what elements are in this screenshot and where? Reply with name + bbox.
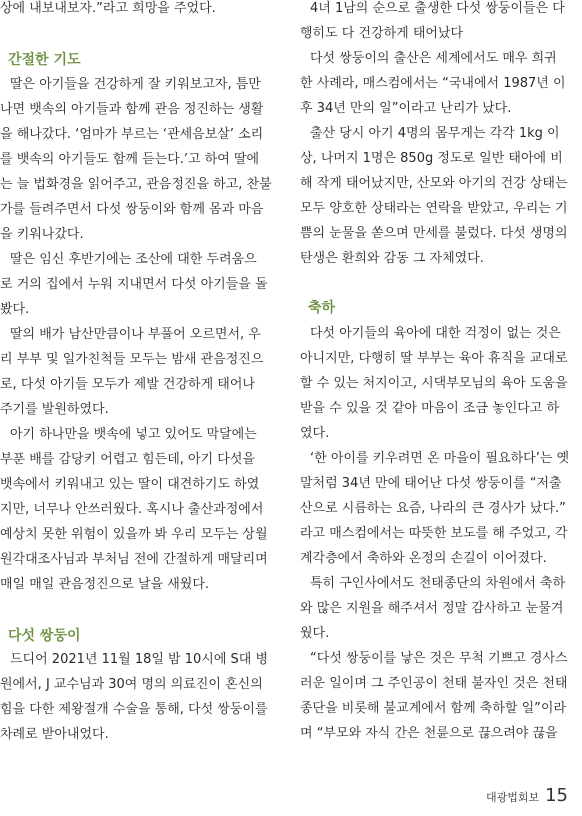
body-text-line: 상에 내보내보자.”라고 희망을 주었다. <box>0 1 216 16</box>
body-text-line: ‘한 아이를 키우려면 온 마을이 필요하다’는 옛 <box>310 451 570 466</box>
body-text-line: 지만, 너무나 안쓰러웠다. 혹시나 출산과정에서 <box>0 502 264 517</box>
body-text-line: 말처럼 34년 만에 태어난 다섯 쌍둥이를 “저출 <box>300 476 562 491</box>
body-text-line: 아기 하나만을 뱃속에 넣고 있어도 막달에는 <box>10 427 257 442</box>
body-text-line: 는 늘 법화경을 읽어주고, 관음정진을 하고, 찬불 <box>0 177 272 192</box>
body-text-line: 딸은 아기들을 건강하게 잘 키워보고자, 틈만 <box>10 77 261 92</box>
body-text-line: 다섯 아기들의 육아에 대한 걱정이 없는 것은 <box>310 326 561 341</box>
body-text-line: 를 뱃속의 아기들도 함께 듣는다.’고 하여 딸에 <box>0 152 260 167</box>
body-text-line: 로 거의 집에서 누워 지내면서 다섯 아기들을 돌 <box>0 277 268 292</box>
body-text-line: “다섯 쌍둥이를 낳은 것은 무척 기쁘고 경사스 <box>310 651 568 666</box>
body-text-line: 종단을 비롯해 불교계에서 함께 축하할 일”이라 <box>300 701 566 716</box>
body-text-line: 탄생은 환희와 감동 그 자체였다. <box>300 251 484 266</box>
body-text-line: 라고 매스컴에서는 따뜻한 보도를 해 주었고, 각 <box>300 526 568 541</box>
body-text-line: 다섯 쌍둥이의 출산은 세계에서도 매우 희귀 <box>310 51 557 66</box>
body-text-line: 예상치 못한 위험이 있을까 봐 우리 모두는 상월 <box>0 527 268 542</box>
body-text-line: 특히 구인사에서도 천태종단의 차원에서 축하 <box>310 576 566 591</box>
body-text-line: 아니지만, 다행히 딸 부부는 육아 휴직을 교대로 <box>300 351 568 366</box>
body-text-line: 힘을 다한 제왕절개 수술을 통해, 다섯 쌍둥이를 <box>0 702 268 717</box>
body-text-line: 딸은 임신 후반기에는 조산에 대한 두려움으 <box>10 252 257 267</box>
body-text-line: 받을 수 있을 것 같아 마음이 조금 놓인다고 하 <box>300 401 560 416</box>
section-heading: 간절한 기도 <box>8 52 81 68</box>
body-text-line: 모두 양호한 상태라는 연락을 받았고, 우리는 기 <box>300 201 568 216</box>
body-text-line: 원각대조사님과 부처님 전에 간절하게 매달리며 <box>0 552 268 567</box>
page-number: 15 <box>545 785 568 806</box>
body-text-line: 출산 당시 아기 4명의 몸무게는 각각 1kg 이 <box>310 126 560 141</box>
body-text-line: 을 해나갔다. ‘엄마가 부르는 ‘관세음보살’ 소리 <box>0 127 264 142</box>
body-text-line: 딸의 배가 남산만큼이나 부풀어 오르면서, 우 <box>10 327 261 342</box>
body-text-line: 봤다. <box>0 302 30 317</box>
body-text-line: 상, 나머지 1명은 850g 정도로 일반 태아에 비 <box>300 151 563 166</box>
body-text-line: 할 수 있는 처지이고, 시댁부모님의 육아 도움을 <box>300 376 568 391</box>
section-heading: 다섯 쌍둥이 <box>8 628 81 644</box>
body-text-line: 와 많은 지원을 해주셔서 정말 감사하고 눈물겨 <box>300 601 564 616</box>
body-text-line: 4녀 1남의 순으로 출생한 다섯 쌍둥이들은 다 <box>310 1 565 16</box>
body-text-line: 한 사례라, 매스컴에서는 “국내에서 1987년 이 <box>300 76 566 91</box>
body-text-line: 산으로 시름하는 요즘, 나라의 큰 경사가 났다.” <box>300 501 566 516</box>
body-text-line: 였다. <box>300 426 330 441</box>
body-text-line: 뱃속에서 키워내고 있는 딸이 대견하기도 하였 <box>0 477 260 492</box>
body-text-line: 매일 매일 관음정진으로 날을 새웠다. <box>0 577 210 592</box>
body-text-line: 리 부부 및 일가친척들 모두는 밤새 관음정진으 <box>0 352 264 367</box>
publication-name: 대광법회보 <box>485 791 540 804</box>
body-text-line: 로, 다섯 아기들 모두가 제발 건강하게 태어나 <box>0 377 255 392</box>
body-text-line: 주기를 발원하였다. <box>0 402 109 417</box>
body-text-line: 쁨의 눈물을 쏟으며 만세를 불렀다. 다섯 생명의 <box>300 226 568 241</box>
body-text-line: 후 34년 만의 일”이라고 난리가 났다. <box>300 101 512 116</box>
body-text-line: 차례로 받아내었다. <box>0 727 109 742</box>
body-text-line: 계각층에서 축하와 온정의 손길이 이어졌다. <box>300 551 547 566</box>
body-text-line: 웠다. <box>300 626 330 641</box>
body-text-line: 을 키워나갔다. <box>0 227 84 242</box>
body-text-line: 행히도 다 건강하게 태어났다 <box>300 26 464 41</box>
body-text-line: 나면 뱃속의 아기들과 함께 관음 정진하는 생활 <box>0 102 264 117</box>
body-text-line: 가를 들려주면서 다섯 쌍둥이와 함께 몸과 마음 <box>0 202 264 217</box>
section-heading: 축하 <box>308 300 336 316</box>
body-text-line: 부푼 배를 감당키 어렵고 힘든데, 아기 다섯을 <box>0 452 255 467</box>
body-text-line: 러운 일이며 그 주인공이 천태 불자인 것은 천태 <box>300 676 568 691</box>
page-footer <box>486 785 568 806</box>
body-text-line: 드디어 2021년 11월 18일 밤 10시에 S대 병 <box>10 652 269 667</box>
body-text-line: 원에서, J 교수님과 30여 명의 의료진이 혼신의 <box>0 677 263 692</box>
body-text-line: 며 “부모와 자식 간은 천륜으로 끊으려야 끊을 <box>300 726 558 741</box>
body-text-line: 해 작게 태어났지만, 산모와 아기의 건강 상태는 <box>300 176 568 191</box>
